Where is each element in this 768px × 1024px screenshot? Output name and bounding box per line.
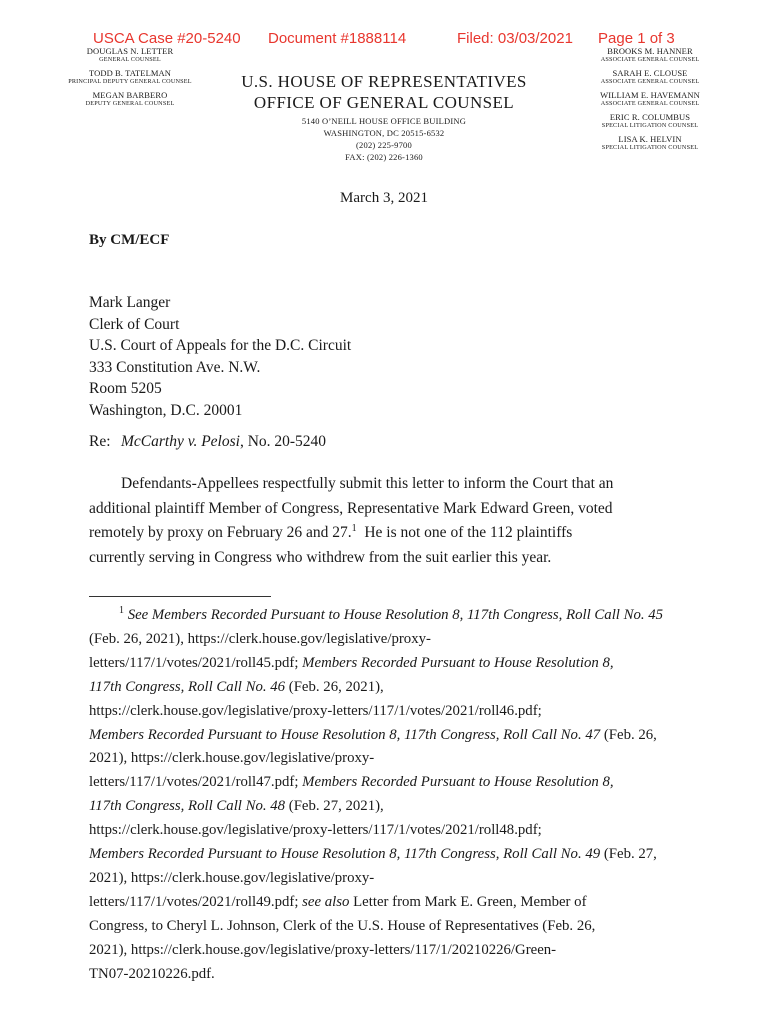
case-caption: McCarthy v. Pelosi: [121, 433, 240, 450]
footnote-reference[interactable]: 1: [351, 523, 357, 534]
body-line: [89, 521, 689, 546]
footnote-signal: see also: [302, 893, 350, 910]
footnote-text: letters/117/1/votes/2021/roll49.pdf;: [89, 893, 303, 910]
staff-title: PRINCIPAL DEPUTY GENERAL COUNSEL: [68, 78, 192, 85]
footnote-line: [89, 891, 709, 915]
staff-entry: [50, 90, 210, 108]
staff-title: ASSOCIATE GENERAL COUNSEL: [600, 78, 700, 85]
staff-name: DOUGLAS N. LETTER: [86, 46, 174, 56]
footnote-citation: Members Recorded Pursuant to House Resolution 8,: [302, 654, 614, 671]
footnote-text: (Feb. 26,: [600, 726, 657, 743]
footnote-line: https://clerk.house.gov/legislative/proxy-letters/117/1/votes/2021/roll46.pdf;: [89, 702, 542, 719]
body-text: He is not one of the 112 plaintiffs: [356, 524, 573, 541]
document-number: Document #1888114: [268, 30, 407, 47]
body-text: remotely by proxy on February 26 and 27.: [89, 524, 352, 541]
case-number: USCA Case #20-5240: [93, 30, 241, 47]
body-line: Defendants-Appellees respectfully submit this letter to inform the Court that an: [121, 475, 614, 492]
footnote-line: (Feb. 26, 2021), https://clerk.house.gov/legislative/proxy-: [89, 630, 431, 647]
staff-title: SPECIAL LITIGATION COUNSEL: [601, 122, 699, 129]
office-phone: (202) 225-9700: [356, 140, 412, 150]
footnote-line: [89, 724, 709, 748]
addressee-line: Room 5205: [89, 380, 162, 397]
addressee-line: Washington, D.C. 20001: [89, 401, 243, 419]
office-name-line1: U.S. HOUSE OF REPRESENTATIVES: [241, 72, 527, 91]
footnote-line: Congress, to Cheryl L. Johnson, Clerk of the U.S. House of Representatives (Feb. 26,: [89, 917, 596, 934]
footnote-text: (Feb. 27,: [600, 846, 657, 863]
footnote-line: [89, 604, 709, 628]
staff-entry: [580, 68, 720, 86]
addressee-line: Mark Langer: [89, 294, 171, 311]
office-address1: 5140 O’NEILL HOUSE OFFICE BUILDING: [301, 116, 467, 126]
footnote-line: [89, 676, 709, 700]
office-address2: WASHINGTON, DC 20515-6532: [323, 128, 445, 138]
staff-title: ASSOCIATE GENERAL COUNSEL: [600, 56, 700, 63]
body-paragraph: [89, 472, 689, 570]
body-line: additional plaintiff Member of Congress, Representative Mark Edward Green, voted: [89, 499, 613, 517]
staff-entry: [580, 134, 720, 152]
staff-title: SPECIAL LITIGATION COUNSEL: [601, 144, 699, 151]
footnote-divider: [89, 596, 271, 597]
staff-name: MEGAN BARBERO: [92, 90, 168, 100]
right-staff-list: [580, 46, 720, 156]
footnote-line: TN07-20210226.pdf.: [89, 965, 215, 982]
office-header: [200, 71, 568, 163]
staff-name: SARAH E. CLOUSE: [612, 68, 688, 78]
office-fax: FAX: (202) 226-1360: [345, 152, 423, 162]
staff-entry: [580, 112, 720, 130]
footnote-line: [89, 795, 709, 819]
addressee-line: U.S. Court of Appeals for the D.C. Circuit: [89, 337, 352, 354]
addressee-block: [89, 292, 351, 421]
footnote-text: (Feb. 26, 2021),: [285, 678, 384, 695]
case-docket-number: , No. 20-5240: [239, 433, 327, 450]
footnote-line: 2021), https://clerk.house.gov/legislative/proxy-: [89, 869, 375, 886]
addressee-line: Clerk of Court: [89, 315, 180, 333]
staff-name: TODD B. TATELMAN: [88, 68, 172, 78]
footnote-citation: Members Recorded Pursuant to House Resolution 8, 117th Congress, Roll Call No. 47: [89, 726, 601, 743]
footnote-text: (Feb. 27, 2021),: [285, 798, 384, 815]
staff-name: WILLIAM E. HAVEMANN: [600, 90, 700, 100]
footnote-line: 2021), https://clerk.house.gov/legislative/proxy-letters/117/1/20210226/Green-: [89, 941, 557, 958]
staff-entry: [580, 90, 720, 108]
filed-date: Filed: 03/03/2021: [457, 30, 573, 47]
office-name-line2: OFFICE OF GENERAL COUNSEL: [253, 93, 515, 112]
footnote-line: 2021), https://clerk.house.gov/legislative/proxy-: [89, 750, 375, 767]
letter-date: March 3, 2021: [340, 190, 428, 206]
footnote-citation: Members Recorded Pursuant to House Resolution 8, 117th Congress, Roll Call No. 49: [89, 846, 601, 863]
staff-title: DEPUTY GENERAL COUNSEL: [85, 100, 175, 107]
footnote-text: letters/117/1/votes/2021/roll45.pdf;: [89, 654, 303, 671]
staff-name: LISA K. HELVIN: [618, 134, 682, 144]
staff-entry: [580, 46, 720, 64]
footnote-line: https://clerk.house.gov/legislative/proxy-letters/117/1/votes/2021/roll48.pdf;: [89, 822, 542, 839]
footnote-line: [89, 843, 709, 867]
staff-name: BROOKS M. HANNER: [607, 46, 693, 56]
re-line: [89, 433, 326, 451]
staff-entry: [50, 68, 210, 86]
footnote-text: letters/117/1/votes/2021/roll47.pdf;: [89, 774, 303, 791]
staff-title: ASSOCIATE GENERAL COUNSEL: [600, 100, 700, 107]
footnote-line: [89, 652, 709, 676]
footnote-citation: 117th Congress, Roll Call No. 46: [89, 678, 286, 695]
footnote-marker: 1: [119, 605, 124, 616]
page-indicator: Page 1 of 3: [598, 30, 675, 47]
footnote-line: [89, 771, 709, 795]
staff-title: GENERAL COUNSEL: [99, 56, 161, 63]
left-staff-list: [50, 46, 210, 112]
footnote-text: See Members Recorded Pursuant to House Resolution 8, 117th Congress, Roll Call No. 45: [127, 607, 664, 623]
delivery-method: By CM/ECF: [89, 232, 170, 248]
footnote-citation: Members Recorded Pursuant to House Resolution 8,: [302, 774, 614, 791]
addressee-line: 333 Constitution Ave. N.W.: [89, 358, 261, 376]
staff-name: ERIC R. COLUMBUS: [609, 112, 691, 122]
footnote-text: Letter from Mark E. Green, Member of: [349, 893, 587, 910]
footnote: [89, 604, 709, 987]
body-line: currently serving in Congress who withdrew from the suit earlier this year.: [89, 548, 552, 566]
staff-entry: [50, 46, 210, 64]
footnote-citation: 117th Congress, Roll Call No. 48: [89, 798, 286, 815]
re-label: Re:: [89, 433, 111, 450]
